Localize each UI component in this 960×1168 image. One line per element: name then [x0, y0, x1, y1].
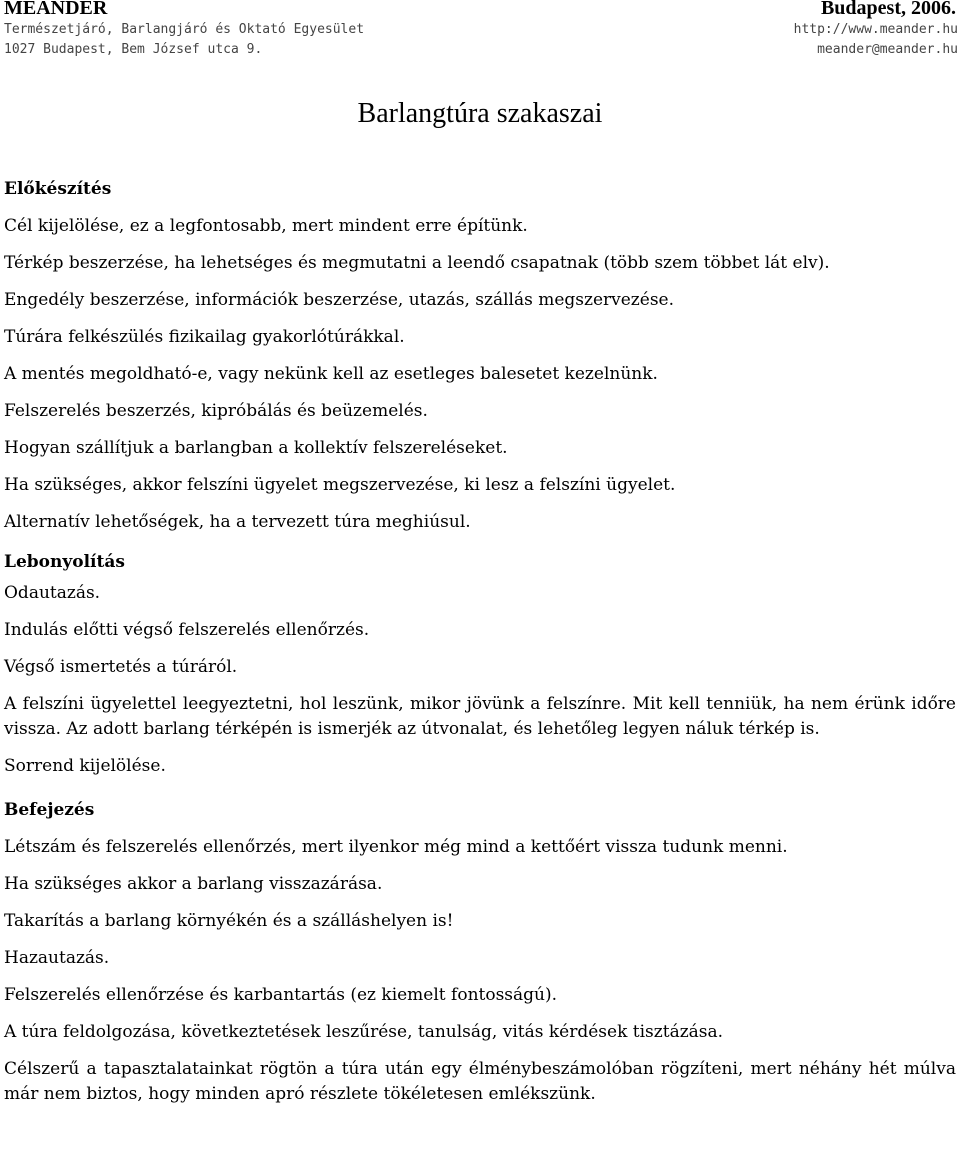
list-item: Végső ismertetés a túráról. [4, 657, 238, 677]
list-item: A felszíni ügyelettel leegyeztetni, hol leszünk, mikor jövünk a felszínre. Mit kell tenniük, ha nem érünk időre vissza. Az adott barlang térképén is ismerjék az útvonalat, és lehetőleg legyen náluk térkép is. [4, 694, 956, 739]
list-item: Felszerelés ellenőrzése és karbantartás (ez kiemelt fontosságú). [4, 985, 558, 1005]
list-item: Felszerelés beszerzés, kipróbálás és beüzemelés. [4, 401, 428, 421]
section-befejezes [4, 795, 956, 1107]
section-heading: Lebonyolítás [4, 552, 125, 572]
list-item: Alternatív lehetőségek, ha a tervezett túra meghiúsul. [4, 512, 471, 532]
list-item: Engedély beszerzése, információk beszerzése, utazás, szállás megszervezése. [4, 290, 675, 310]
website-link[interactable]: http://www.meander.hu [793, 22, 958, 37]
section-heading: Befejezés [4, 800, 95, 820]
list-item: Indulás előtti végső felszerelés ellenőrzés. [4, 620, 370, 640]
list-item: Célszerű a tapasztalatainkat rögtön a túra után egy élménybeszámolóban rögzíteni, mert néhány hét múlva már nem biztos, hogy minden apró részlete tökéletesen emlékszünk. [4, 1059, 956, 1104]
list-item: Létszám és felszerelés ellenőrzés, mert ilyenkor még mind a kettőért vissza tudunk menni. [4, 837, 788, 857]
org-address: 1027 Budapest, Bem József utca 9. [4, 42, 263, 57]
list-item: Ha szükséges akkor a barlang visszazárása. [4, 874, 383, 894]
list-item: Hogyan szállítjuk a barlangban a kollektív felszereléseket. [4, 438, 508, 458]
org-name: MEANDER [4, 0, 108, 19]
section-heading: Előkészítés [4, 179, 112, 199]
section-lebonyolitas [4, 547, 956, 779]
document-body [4, 174, 956, 1119]
page-title: Barlangtúra szakaszai [357, 98, 603, 129]
list-item: Sorrend kijelölése. [4, 756, 166, 776]
list-item: A mentés megoldható-e, vagy nekünk kell az esetleges balesetet kezelnünk. [4, 364, 658, 384]
list-item: Térkép beszerzése, ha lehetséges és megmutatni a leendő csapatnak (több szem többet lát elv). [4, 253, 830, 273]
email-link[interactable]: meander@meander.hu [817, 42, 958, 57]
list-item: A túra feldolgozása, következtetések leszűrése, tanulság, vitás kérdések tisztázása. [4, 1022, 724, 1042]
list-item: Ha szükséges, akkor felszíni ügyelet megszervezése, ki lesz a felszíni ügyelet. [4, 475, 676, 495]
page-header [0, 0, 960, 60]
list-item: Hazautazás. [4, 948, 110, 968]
list-item: Cél kijelölése, ez a legfontosabb, mert mindent erre építünk. [4, 216, 528, 236]
list-item: Takarítás a barlang környékén és a szálláshelyen is! [4, 911, 454, 931]
list-item: Odautazás. [4, 583, 101, 603]
city-year: Budapest, 2006. [820, 0, 956, 19]
section-elokeszites [4, 174, 956, 535]
list-item: Túrára felkészülés fizikailag gyakorlótúrákkal. [4, 327, 405, 347]
org-description: Természetjáró, Barlangjáró és Oktató Egyesület [4, 22, 365, 37]
